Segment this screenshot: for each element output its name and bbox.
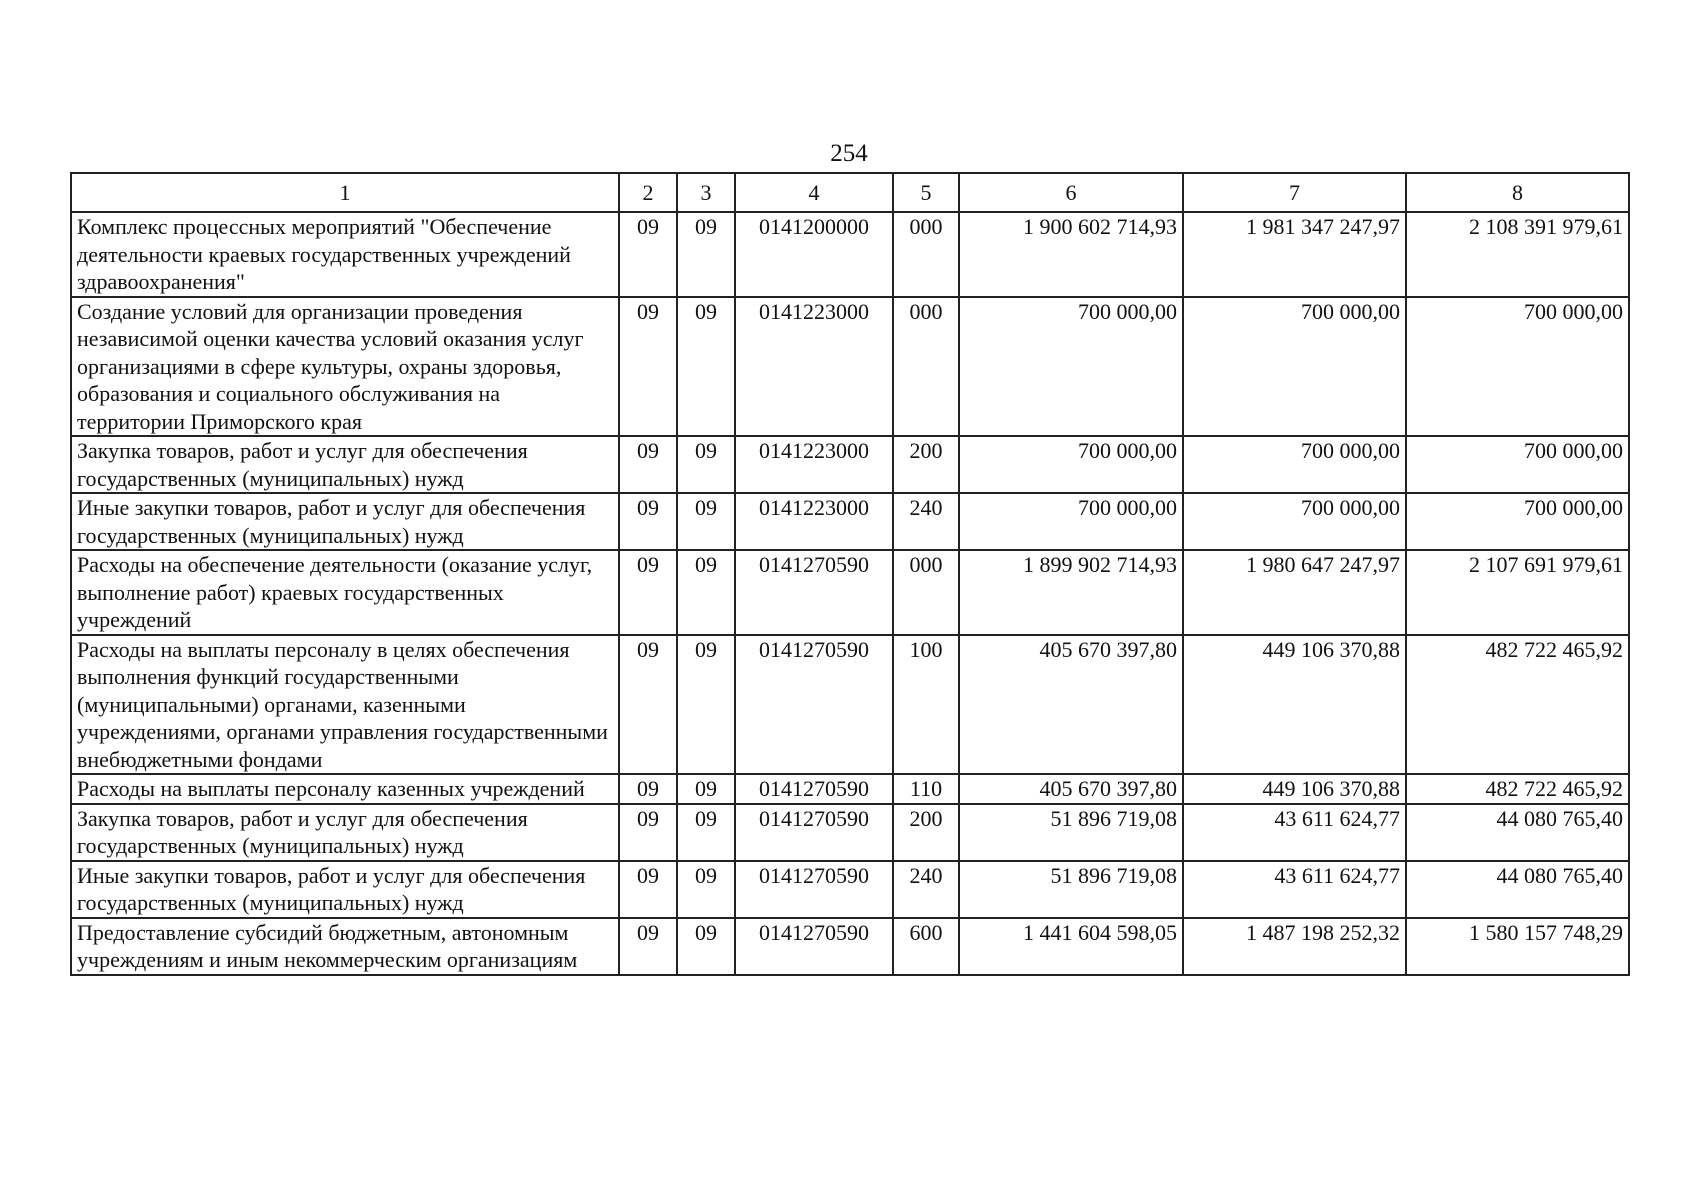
table-row <box>71 804 1629 861</box>
row-section: 09 <box>619 297 677 437</box>
row-amount-col8: 482 722 465,92 <box>1406 635 1629 775</box>
row-section: 09 <box>619 804 677 861</box>
row-amount-col6: 405 670 397,80 <box>959 774 1183 804</box>
row-target-code: 0141200000 <box>735 212 893 297</box>
row-expense-type: 100 <box>893 635 959 775</box>
table-row <box>71 297 1629 437</box>
row-amount-col8: 482 722 465,92 <box>1406 774 1629 804</box>
row-amount-col7: 700 000,00 <box>1183 493 1406 550</box>
row-target-code: 0141270590 <box>735 918 893 975</box>
row-subsection: 09 <box>677 861 735 918</box>
row-amount-col8: 700 000,00 <box>1406 436 1629 493</box>
row-section: 09 <box>619 918 677 975</box>
row-amount-col8: 1 580 157 748,29 <box>1406 918 1629 975</box>
row-amount-col6: 1 899 902 714,93 <box>959 550 1183 635</box>
row-subsection: 09 <box>677 550 735 635</box>
row-subsection: 09 <box>677 774 735 804</box>
header-col-1: 1 <box>71 173 619 212</box>
header-col-2: 2 <box>619 173 677 212</box>
header-col-6: 6 <box>959 173 1183 212</box>
row-name: Расходы на обеспечение деятельности (оказание услуг, выполнение работ) краевых государственных учреждений <box>71 550 619 635</box>
row-subsection: 09 <box>677 493 735 550</box>
row-target-code: 0141270590 <box>735 550 893 635</box>
header-col-5: 5 <box>893 173 959 212</box>
row-expense-type: 600 <box>893 918 959 975</box>
row-expense-type: 240 <box>893 861 959 918</box>
row-expense-type: 110 <box>893 774 959 804</box>
table-row <box>71 774 1629 804</box>
row-amount-col7: 449 106 370,88 <box>1183 774 1406 804</box>
row-amount-col6: 700 000,00 <box>959 493 1183 550</box>
row-name: Закупка товаров, работ и услуг для обеспечения государственных (муниципальных) нужд <box>71 436 619 493</box>
table-row <box>71 212 1629 297</box>
row-amount-col6: 1 900 602 714,93 <box>959 212 1183 297</box>
row-section: 09 <box>619 550 677 635</box>
table-row <box>71 861 1629 918</box>
row-expense-type: 000 <box>893 297 959 437</box>
row-target-code: 0141270590 <box>735 804 893 861</box>
row-amount-col7: 1 980 647 247,97 <box>1183 550 1406 635</box>
row-name: Закупка товаров, работ и услуг для обеспечения государственных (муниципальных) нужд <box>71 804 619 861</box>
row-target-code: 0141223000 <box>735 493 893 550</box>
row-section: 09 <box>619 436 677 493</box>
row-target-code: 0141223000 <box>735 436 893 493</box>
header-col-3: 3 <box>677 173 735 212</box>
row-amount-col8: 2 108 391 979,61 <box>1406 212 1629 297</box>
row-amount-col6: 1 441 604 598,05 <box>959 918 1183 975</box>
row-amount-col8: 44 080 765,40 <box>1406 804 1629 861</box>
row-amount-col7: 1 487 198 252,32 <box>1183 918 1406 975</box>
table-row <box>71 436 1629 493</box>
row-section: 09 <box>619 774 677 804</box>
row-amount-col8: 700 000,00 <box>1406 493 1629 550</box>
row-section: 09 <box>619 861 677 918</box>
header-col-7: 7 <box>1183 173 1406 212</box>
row-expense-type: 200 <box>893 436 959 493</box>
row-amount-col6: 405 670 397,80 <box>959 635 1183 775</box>
table-row <box>71 493 1629 550</box>
header-col-4: 4 <box>735 173 893 212</box>
row-amount-col7: 1 981 347 247,97 <box>1183 212 1406 297</box>
row-subsection: 09 <box>677 297 735 437</box>
row-expense-type: 240 <box>893 493 959 550</box>
row-amount-col7: 449 106 370,88 <box>1183 635 1406 775</box>
row-name: Создание условий для организации проведения независимой оценки качества условий оказания услуг организациями в сфере культуры, охраны здоровья, образования и социального обслуживания на территории Приморского края <box>71 297 619 437</box>
row-amount-col7: 700 000,00 <box>1183 436 1406 493</box>
header-row <box>71 173 1629 212</box>
row-subsection: 09 <box>677 918 735 975</box>
header-col-8: 8 <box>1406 173 1629 212</box>
row-section: 09 <box>619 493 677 550</box>
row-subsection: 09 <box>677 635 735 775</box>
row-amount-col7: 43 611 624,77 <box>1183 804 1406 861</box>
table-row <box>71 550 1629 635</box>
row-name: Расходы на выплаты персоналу в целях обеспечения выполнения функций государственными (муниципальными) органами, казенными учреждениями, органами управления государственными внебюджетными фондами <box>71 635 619 775</box>
row-target-code: 0141223000 <box>735 297 893 437</box>
row-subsection: 09 <box>677 436 735 493</box>
row-name: Предоставление субсидий бюджетным, автономным учреждениям и иным некоммерческим организациям <box>71 918 619 975</box>
row-amount-col6: 700 000,00 <box>959 297 1183 437</box>
row-amount-col6: 51 896 719,08 <box>959 804 1183 861</box>
page-number: 254 <box>830 140 868 167</box>
row-amount-col8: 44 080 765,40 <box>1406 861 1629 918</box>
table-row <box>71 635 1629 775</box>
row-name: Комплекс процессных мероприятий "Обеспечение деятельности краевых государственных учреждений здравоохранения" <box>71 212 619 297</box>
row-amount-col6: 700 000,00 <box>959 436 1183 493</box>
row-amount-col6: 51 896 719,08 <box>959 861 1183 918</box>
row-name: Иные закупки товаров, работ и услуг для обеспечения государственных (муниципальных) нужд <box>71 861 619 918</box>
row-amount-col7: 43 611 624,77 <box>1183 861 1406 918</box>
row-amount-col8: 700 000,00 <box>1406 297 1629 437</box>
row-section: 09 <box>619 635 677 775</box>
row-target-code: 0141270590 <box>735 861 893 918</box>
table-row <box>71 918 1629 975</box>
row-target-code: 0141270590 <box>735 635 893 775</box>
row-target-code: 0141270590 <box>735 774 893 804</box>
row-expense-type: 000 <box>893 212 959 297</box>
row-section: 09 <box>619 212 677 297</box>
row-expense-type: 000 <box>893 550 959 635</box>
row-subsection: 09 <box>677 804 735 861</box>
row-name: Иные закупки товаров, работ и услуг для обеспечения государственных (муниципальных) нужд <box>71 493 619 550</box>
row-expense-type: 200 <box>893 804 959 861</box>
row-amount-col7: 700 000,00 <box>1183 297 1406 437</box>
row-subsection: 09 <box>677 212 735 297</box>
row-amount-col8: 2 107 691 979,61 <box>1406 550 1629 635</box>
row-name: Расходы на выплаты персоналу казенных учреждений <box>71 774 619 804</box>
budget-table <box>70 172 1630 976</box>
